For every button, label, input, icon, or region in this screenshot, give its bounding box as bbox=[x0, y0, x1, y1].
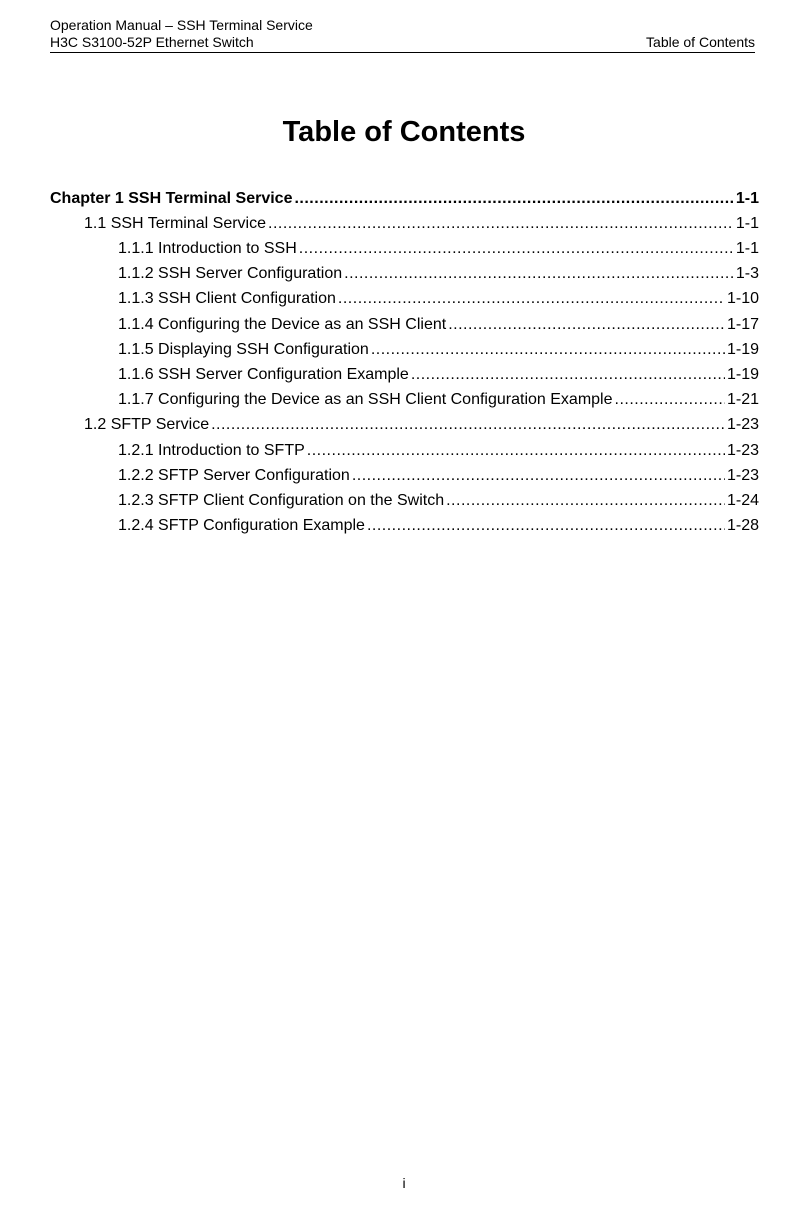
header-section-name: Table of Contents bbox=[646, 34, 755, 50]
toc-entry-1-1[interactable] bbox=[84, 213, 759, 235]
page-title: Table of Contents bbox=[282, 116, 526, 148]
toc-leader-dots bbox=[307, 440, 725, 462]
toc-leader-dots bbox=[294, 188, 733, 210]
toc-entry-text: 1.1 SSH Terminal Service bbox=[84, 215, 266, 232]
toc-leader-dots bbox=[211, 414, 725, 436]
toc-entry-page: 1-23 bbox=[726, 467, 759, 484]
toc-entry-text: 1.1.5 Displaying SSH Configuration bbox=[118, 341, 369, 358]
toc-leader-dots bbox=[338, 288, 725, 310]
toc-entry-text: 1.1.1 Introduction to SSH bbox=[118, 240, 297, 257]
page-number: i bbox=[402, 1175, 406, 1191]
toc-entry-text: 1.2 SFTP Service bbox=[84, 416, 210, 433]
toc-entry-page: 1-19 bbox=[726, 341, 759, 358]
toc-entry-text: 1.2.1 Introduction to SFTP bbox=[118, 442, 305, 459]
toc-leader-dots bbox=[448, 314, 725, 336]
toc-entry-text: 1.2.3 SFTP Client Configuration on the Switch bbox=[118, 492, 445, 509]
toc-entry-page: 1-21 bbox=[726, 391, 759, 408]
toc-entry-text: 1.1.2 SSH Server Configuration bbox=[118, 265, 343, 282]
toc-leader-dots bbox=[367, 515, 725, 537]
toc-entry-page: 1-1 bbox=[735, 215, 759, 232]
toc-leader-dots bbox=[344, 263, 734, 285]
toc-entry-page: 1-17 bbox=[726, 316, 759, 333]
toc-entry-chapter-1[interactable] bbox=[50, 188, 759, 210]
toc-entry-1-2-1[interactable] bbox=[118, 440, 759, 462]
toc-leader-dots bbox=[268, 213, 734, 235]
toc-entry-1-1-1[interactable] bbox=[118, 238, 759, 260]
toc-entry-page: 1-19 bbox=[726, 366, 759, 383]
toc-entry-page: 1-28 bbox=[726, 517, 759, 534]
toc-entry-text: 1.2.4 SFTP Configuration Example bbox=[118, 517, 365, 534]
toc-entry-1-2-4[interactable] bbox=[118, 515, 759, 537]
toc-entry-1-1-5[interactable] bbox=[118, 339, 759, 361]
toc-entry-page: 1-1 bbox=[735, 190, 759, 207]
toc-entry-page: 1-23 bbox=[726, 416, 759, 433]
toc-entry-text: 1.1.6 SSH Server Configuration Example bbox=[118, 366, 409, 383]
toc-entry-page: 1-10 bbox=[726, 290, 759, 307]
toc-entry-1-1-2[interactable] bbox=[118, 263, 759, 285]
header-manual-title: Operation Manual – SSH Terminal Service bbox=[50, 17, 313, 33]
toc-leader-dots bbox=[411, 364, 725, 386]
toc-entry-text: 1.1.7 Configuring the Device as an SSH Client Configuration Example bbox=[118, 391, 613, 408]
toc-entry-page: 1-1 bbox=[735, 240, 759, 257]
toc-entry-page: 1-3 bbox=[735, 265, 759, 282]
toc-entry-text: 1.2.2 SFTP Server Configuration bbox=[118, 467, 350, 484]
toc-entry-1-1-7[interactable] bbox=[118, 389, 759, 411]
toc-entry-1-1-4[interactable] bbox=[118, 314, 759, 336]
header-product-name: H3C S3100-52P Ethernet Switch bbox=[50, 34, 254, 50]
toc-entry-text: 1.1.4 Configuring the Device as an SSH Client bbox=[118, 316, 447, 333]
toc-entry-1-2-2[interactable] bbox=[118, 465, 759, 487]
toc-leader-dots bbox=[615, 389, 725, 411]
toc-leader-dots bbox=[352, 465, 725, 487]
toc-entry-1-2[interactable] bbox=[84, 414, 759, 436]
toc-leader-dots bbox=[299, 238, 734, 260]
page-header bbox=[50, 16, 755, 53]
toc-entry-text: 1.1.3 SSH Client Configuration bbox=[118, 290, 336, 307]
toc-entry-1-1-6[interactable] bbox=[118, 364, 759, 386]
toc-entry-1-2-3[interactable] bbox=[118, 490, 759, 512]
toc-leader-dots bbox=[371, 339, 725, 361]
toc-entry-page: 1-24 bbox=[726, 492, 759, 509]
toc-entry-1-1-3[interactable] bbox=[118, 288, 759, 310]
toc-entry-page: 1-23 bbox=[726, 442, 759, 459]
toc-entry-text: Chapter 1 SSH Terminal Service bbox=[50, 190, 293, 207]
toc-leader-dots bbox=[446, 490, 725, 512]
